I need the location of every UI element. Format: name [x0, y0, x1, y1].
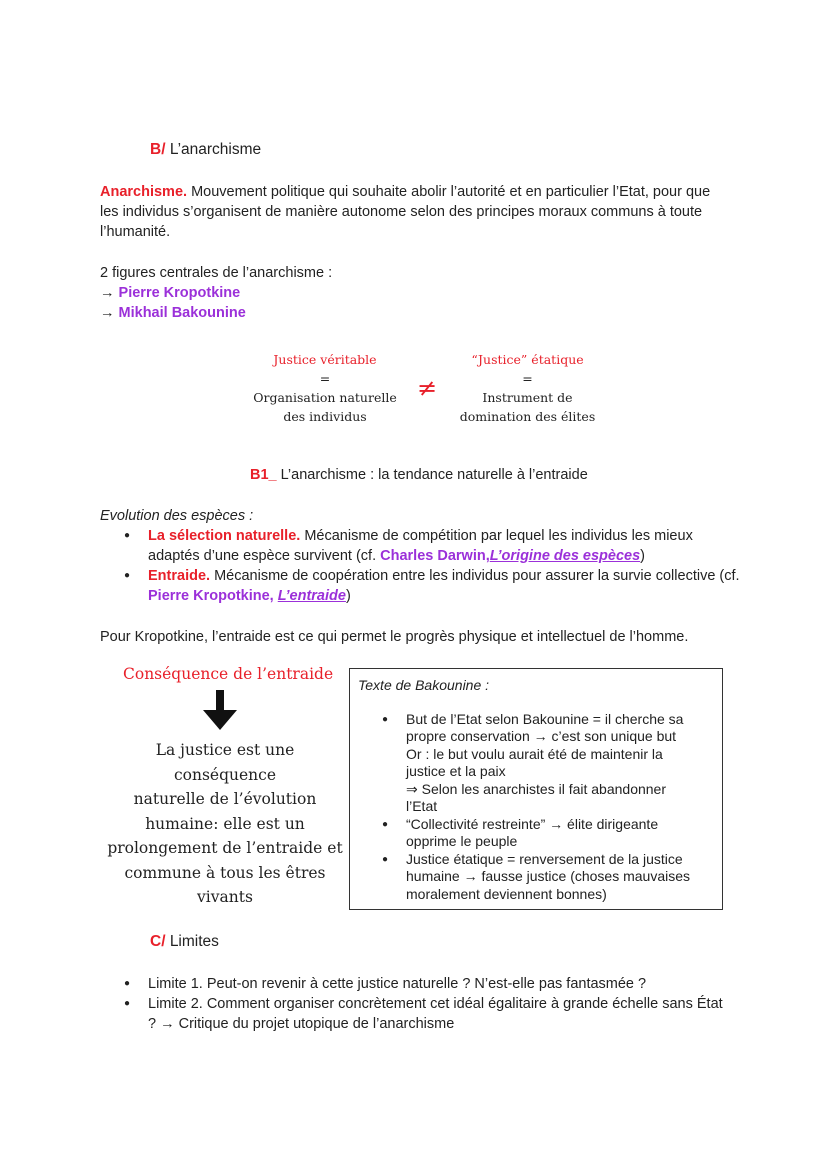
figures-intro: 2 figures centrales de l’anarchisme : [100, 265, 333, 281]
section-c-letter: C/ [150, 933, 166, 950]
list-item: ● Limite 2. Comment organiser concrètement cet idéal égalitaire à grande échelle sans État ? → Critique du projet utopique de l’anarchisme [124, 994, 734, 1034]
consequence-line: naturelle de l’évolution [133, 790, 317, 808]
consequence-line: La justice est une conséquence [155, 741, 295, 784]
equals-sign: = [522, 371, 533, 386]
figure-kropotkine: Pierre Kropotkine [118, 285, 241, 301]
not-equal-icon: ≠ [417, 374, 438, 402]
kropotkine-book-link[interactable]: L’entraide [277, 588, 346, 604]
true-justice-heading: Justice véritable [273, 352, 377, 367]
section-b-heading [150, 140, 261, 160]
state-justice-line1: Instrument de [482, 390, 573, 405]
true-justice-column [240, 350, 410, 426]
natural-selection-term: La sélection naturelle. [148, 528, 301, 544]
natural-selection-text: Mécanisme de compétition par lequel les individus les mieux adaptés d’une espèce survivent (cf. [148, 528, 693, 564]
list-item: ● Limite 1. Peut-on revenir à cette justice naturelle ? N’est-elle pas fantasmée ? [124, 974, 734, 994]
consequence-line: prolongement de l’entraide et [107, 839, 343, 857]
arrow-down-icon [203, 690, 237, 736]
true-justice-line1: Organisation naturelle [253, 390, 397, 405]
equals-sign: = [319, 371, 331, 386]
bakounine-line: ⇒ Selon les anarchistes il fait abandonner [406, 780, 666, 797]
state-justice-column [450, 350, 605, 426]
figure-line [100, 303, 332, 323]
mutual-aid-term: Entraide. [148, 568, 211, 584]
bakounine-list [382, 711, 714, 904]
consequence-title: Conséquence de l’entraide [123, 665, 334, 683]
consequence-text [105, 738, 345, 910]
bakounine-line: opprime le peuple [406, 833, 518, 849]
bakounine-box-title: Texte de Bakounine : [358, 677, 490, 693]
true-justice-line2: des individus [283, 409, 367, 424]
closing-paren: ) [345, 588, 351, 604]
evolution-heading: Evolution des espèces : [100, 508, 254, 524]
kropotkine-author: Pierre Kropotkine, [148, 588, 274, 604]
section-b1-title: L’anarchisme : la tendance naturelle à l’entraide [280, 467, 588, 483]
closing-paren: ) [640, 548, 646, 564]
consequence-line: vivants [197, 888, 253, 906]
section-c-heading [150, 932, 219, 952]
bakounine-line: justice et la paix [406, 763, 506, 779]
definition-term: Anarchisme. [100, 184, 188, 200]
section-b1-heading [250, 465, 588, 485]
bakounine-line: ● But de l’Etat selon Bakounine = il cherche sa [406, 710, 684, 727]
darwin-author: Charles Darwin, [380, 548, 490, 564]
arrow-right-icon: → [100, 305, 115, 321]
state-justice-heading: “Justice” étatique [471, 352, 584, 367]
mutual-aid-text: Mécanisme de coopération entre les individus pour assurer la survie collective (cf. [214, 568, 740, 584]
bakounine-line: ● Justice étatique = renversement de la justice [406, 850, 683, 867]
definition-text: Mouvement politique qui souhaite abolir l’autorité et en particulier l’Etat, pour que les individus s’organisent de manière autonome selon des principes moraux communs à toute l’humanité. [100, 184, 711, 240]
central-figures [100, 263, 332, 323]
list-item [124, 566, 740, 606]
figure-bakounine: Mikhail Bakounine [118, 305, 246, 321]
consequence-line: commune à tous les êtres [124, 863, 326, 882]
list-item [382, 711, 714, 816]
anarchism-definition [100, 182, 730, 242]
bakounine-line: moralement deviennent bonnes) [406, 885, 607, 902]
section-b-letter: B/ [150, 141, 166, 158]
evolution-section [100, 506, 740, 606]
section-c-title: Limites [169, 933, 219, 950]
bakounine-line: Or : le but voulu aurait été de maintenir la [406, 745, 663, 762]
limits-list [124, 974, 734, 1034]
kropotkine-sentence: Pour Kropotkine, l’entraide est ce qui permet le progrès physique et intellectuel de l’homme. [100, 629, 689, 645]
state-justice-line2: domination des élites [459, 409, 596, 424]
list-item [124, 526, 740, 566]
bakounine-line: l’Etat [406, 798, 438, 814]
list-item [382, 816, 714, 851]
arrow-right-icon: → [100, 285, 115, 301]
consequence-line: humaine: elle est un [145, 814, 305, 833]
figure-line [100, 283, 332, 303]
evolution-list [124, 526, 740, 606]
bakounine-line: humaine → fausse justice (choses mauvaises [406, 868, 691, 884]
bakounine-line: propre conservation → c’est son unique but [406, 728, 677, 744]
section-b-title: L’anarchisme [169, 141, 262, 158]
bakounine-text-box [349, 668, 723, 910]
section-b1-label: B1_ [250, 467, 277, 483]
bakounine-line: ● “Collectivité restreinte” → élite dirigeante [406, 815, 659, 832]
justice-comparison-diagram [240, 350, 600, 435]
darwin-book-link[interactable]: L’origine des espèces [489, 548, 641, 564]
list-item [382, 851, 714, 904]
